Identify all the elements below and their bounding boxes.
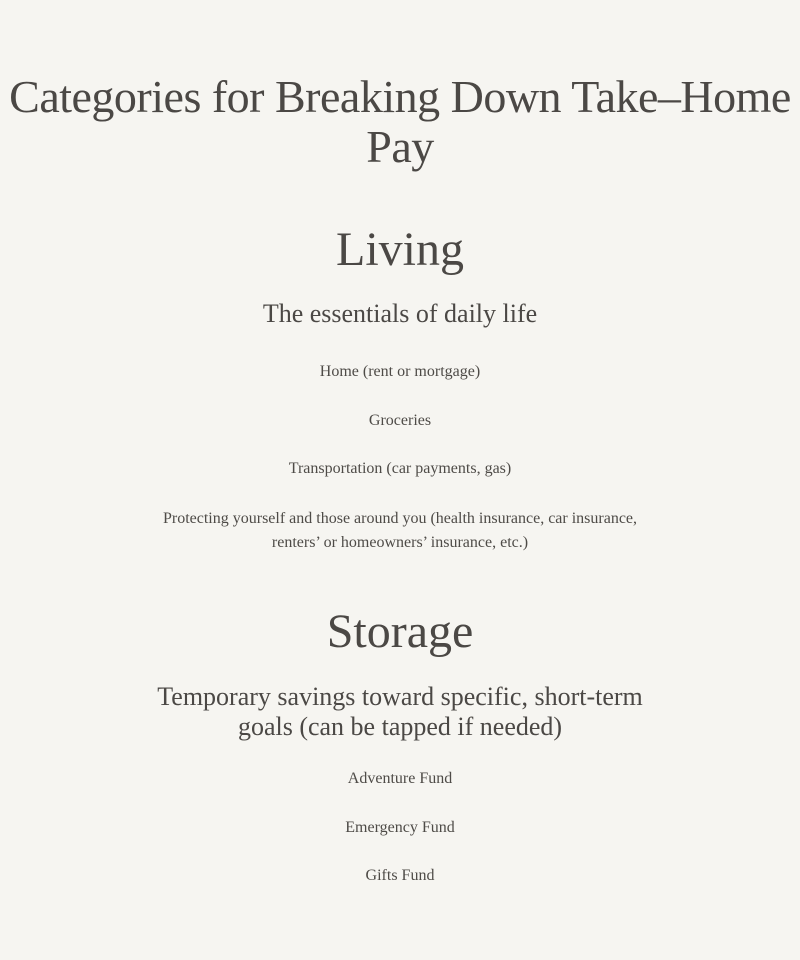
storage-item-emergency-fund: Emergency Fund [345, 819, 455, 836]
living-subtitle: The essentials of daily life [262, 299, 538, 328]
storage-item-adventure-fund: Adventure Fund [347, 770, 453, 787]
page-title: Categories for Breaking Down Take–Home Pay [9, 71, 791, 172]
living-item-transportation: Transportation (car payments, gas) [288, 460, 512, 477]
living-item-home: Home (rent or mortgage) [319, 363, 481, 380]
storage-heading: Storage [326, 605, 474, 658]
living-heading: Living [336, 223, 464, 276]
storage-subtitle: Temporary savings toward specific, short-term goals (can be tapped if needed) [157, 682, 643, 741]
living-item-insurance: Protecting yourself and those around you (health insurance, car insurance, renters’ or homeowners’ insurance, etc.) [162, 510, 638, 551]
storage-item-gifts-fund: Gifts Fund [365, 867, 435, 884]
living-item-groceries: Groceries [368, 412, 432, 429]
